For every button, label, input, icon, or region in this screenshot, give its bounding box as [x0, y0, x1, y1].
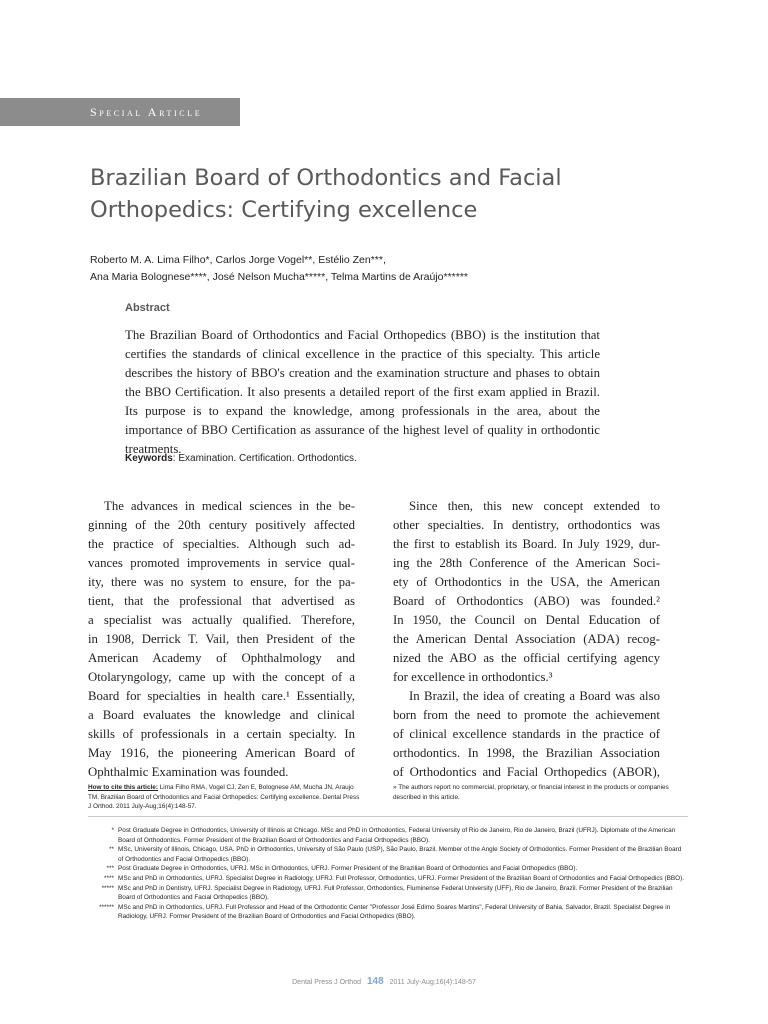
footnote: [88, 826, 688, 845]
body-line: The advances in medical sciences in the be-: [104, 499, 355, 513]
body-column-left: [88, 497, 355, 782]
body-line: the first to establish its Board. In July 1929, dur-: [393, 537, 660, 551]
body-line: the practice of specialties. Although such ad-: [88, 537, 355, 551]
citation-label: How to cite this article:: [88, 784, 158, 791]
body-line: a specialist was actually qualified. Therefore,: [88, 613, 355, 627]
body-line: ity, there was no system to ensure, for the pa-: [88, 575, 355, 589]
body-line: May 1916, the pioneering American Board of: [88, 746, 355, 760]
issue-info: 2011 July-Aug;16(4):148-57: [389, 979, 476, 986]
section-tag: Special Article: [0, 98, 240, 126]
footnote-marker: **: [109, 846, 114, 854]
footnote: [88, 884, 688, 903]
body-line: Board for specialties in health care.¹ Essentially,: [88, 689, 355, 703]
footnote-marker: ******: [99, 903, 114, 911]
body-line: Board of Orthodontics (ABO) was founded.²: [393, 594, 660, 608]
footnote-marker: ***: [106, 865, 114, 873]
author-line: Roberto M. A. Lima Filho*, Carlos Jorge Vogel**, Estélio Zen***,: [90, 254, 386, 266]
body-line: other specialties. In dentistry, orthodontics was: [393, 518, 660, 532]
body-line: orthodontics. In 1998, the Brazilian Association: [393, 746, 660, 760]
author-footnotes: [88, 826, 688, 922]
body-line: Since then, this new concept extended to: [409, 499, 660, 513]
body-line: born from the need to promote the achievement: [393, 708, 660, 722]
body-line: tient, that the professional that advertised as: [88, 594, 355, 608]
footnote: [88, 864, 688, 874]
citation-note: [88, 783, 363, 812]
body-line: of clinical excellence standards in the practice of: [393, 727, 660, 741]
footnote: [88, 845, 688, 864]
keywords: [125, 453, 357, 464]
footnote-marker: ****: [104, 874, 114, 882]
body-line: vances promoted improvements in service qual-: [88, 556, 355, 570]
article-title: Brazilian Board of Orthodontics and Facial Orthopedics: Certifying excellence: [90, 165, 562, 223]
footnote-text: MSc and PhD in Orthodontics, UFRJ. Full Professor and Head of the Orthodontic Center "Professor José Edimo Soares Martins", Federal University of Bahia, Salvador, Brazil. Specialist Degree in Radiology, UFRJ. Former President of the Brazilian Board of Orthodontics and Facial Orthopedics (BBO).: [118, 903, 671, 921]
page-footer: [0, 976, 768, 987]
footnote: [88, 903, 688, 922]
footnote-text: MSc and PhD in Orthodontics, UFRJ. Specialist Degree in Radiology, UFRJ. Full Professor, Orthodontics, UFRJ. Former President of the Brazilian Board of Orthodontics and Facial Orthopedics (BBO).: [118, 874, 685, 882]
disclosure-note: » The authors report no commercial, proprietary, or financial interest in the products or companies described in this article.: [393, 784, 669, 801]
body-line: In 1950, the Council on Dental Education of: [393, 613, 660, 627]
body-line: ing the 28th Conference of the American Soci-: [393, 556, 660, 570]
body-line: skills of professionals in a certain specialty. In: [88, 727, 355, 741]
author-line: Ana Maria Bolognese****, José Nelson Mucha*****, Telma Martins de Araújo******: [90, 271, 469, 283]
body-line: Otolaryngology, came up with the concept of a: [88, 670, 355, 684]
body-line: Ophthalmic Examination was founded.: [88, 765, 289, 779]
keywords-label: Keywords: [125, 453, 173, 464]
footnote-marker: *****: [101, 884, 114, 892]
citation-text: Lima Filho RMA, Vogel CJ, Zen E, Bolognese AM, Mucha JN, Araujo TM. Brazilian Board of Orthodontics and Facial Orthopedics: Certifying excellence. Dental Press J Orthod. 2011 July-Aug;16(4):148-57.: [88, 784, 360, 810]
footnote-text: Post Graduate Degree in Orthodontics, University of Illinois at Chicago. MSc and PhD in Orthodontics, Federal University of Rio de Janeiro, Rio de Janeiro, Brazil (UFRJ). Diplomate of the American Board of Orthodontics. Former President of the Brazilian Board of Orthodontics and Facial Orthopedics (BBO).: [118, 827, 676, 844]
body-line: the American Dental Association (ADA) recog-: [393, 632, 660, 646]
footnote: [88, 874, 688, 884]
footnote-text: MSc, University of Illinois, Chicago, USA. PhD in Orthodontics, University of São Paulo (USP), São Paulo, Brazil. Member of the Angle Society of Orthodontics. Former President of the Brazilian Board of Orthodontics and Facial Orthopedics (BBO).: [118, 846, 682, 863]
body-line: In Brazil, the idea of creating a Board was also: [409, 689, 660, 703]
body-line: ety of Orthodontics in the USA, the American: [393, 575, 660, 589]
body-line: ginning of the 20th century positively affected: [88, 518, 355, 532]
author-list: [90, 252, 710, 286]
keywords-terms: : Examination. Certification. Orthodontics.: [172, 453, 357, 464]
body-column-right: [393, 497, 660, 782]
body-line: for excellence in orthodontics.³: [393, 670, 553, 684]
body-line: American Academy of Ophthalmology and: [88, 651, 355, 665]
abstract-heading: Abstract: [125, 302, 170, 314]
abstract-text: The Brazilian Board of Orthodontics and Facial Orthopedics (BBO) is the institution that certifies the standards of clinical excellence in the practice of this specialty. This article describes the history of BBO's creation and the examination structure and phases to obtain the BBO Certification. It also presents a detailed report of the first exam applied in Brazil. Its purpose is to expand the knowledge, among professionals in the area, about the importance of BBO Certification as assurance of the highest level of quality in orthodontic treatments.: [125, 328, 600, 456]
journal-name: Dental Press J Orthod: [292, 979, 361, 986]
footnote-marker: *: [111, 827, 114, 834]
footnote-text: MSc and PhD in Dentistry, UFRJ. Specialist Degree in Radiology, UFRJ. Full Professor, Orthodontics, Fluminense Federal University (UFF), Rio de Janeiro, Brazil. Former President of the Brazilian Board of Orthodontics and Facial Orthopedics (BBO).: [118, 884, 673, 902]
body-line: in 1908, Derrick T. Vail, then President of the: [88, 632, 355, 646]
page-number: 148: [366, 976, 384, 987]
body-line: nized the ABO as the official certifying agency: [393, 651, 660, 665]
footnote-divider: [88, 816, 688, 817]
body-line: of Orthodontics and Facial Orthopedics (ABOR),: [393, 765, 660, 779]
body-line: a Board evaluates the knowledge and clinical: [88, 708, 355, 722]
footnote-text: Post Graduate Degree in Orthodontics, UFRJ. MSc in Orthodontics, UFRJ. Former President of the Brazilian Board of Orthodontics and Facial Orthopedics (BBO).: [118, 865, 578, 873]
